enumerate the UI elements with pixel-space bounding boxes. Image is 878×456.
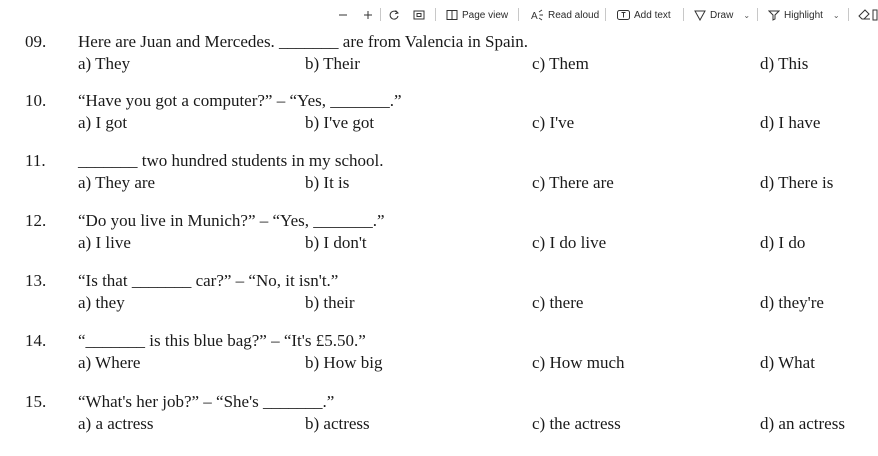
erase-button[interactable] [856, 6, 872, 24]
option-c: c) the actress [532, 414, 621, 433]
option-b: b) their [305, 293, 355, 312]
option-d: d) This [760, 54, 809, 73]
option-d: d) they're [760, 293, 824, 312]
option-a: a) I got [78, 113, 128, 132]
read-aloud-icon [531, 9, 544, 21]
option-a: a) a actress [78, 414, 154, 433]
question-number: 15. [25, 392, 47, 411]
option-a: a) I live [78, 233, 131, 252]
option-a: a) Where [78, 353, 141, 372]
fit-page-button[interactable] [411, 6, 427, 24]
toolbar-divider [605, 8, 606, 21]
highlight-icon [768, 9, 780, 21]
document-page [0, 30, 878, 456]
option-d: d) I have [760, 113, 821, 132]
question-stem: “_______ is this blue bag?” – “It's £5.50.” [78, 331, 366, 350]
chevron-down-icon[interactable]: ⌄ [743, 10, 751, 20]
option-a: a) They [78, 54, 131, 73]
draw-label: Draw [710, 9, 734, 21]
option-b: b) actress [305, 414, 370, 433]
question-number: 11. [25, 151, 46, 170]
option-c: c) there [532, 293, 584, 312]
question-stem: “Have you got a computer?” – “Yes, _______.” [78, 91, 402, 110]
option-d: d) There is [760, 173, 834, 192]
plus-icon [363, 10, 373, 20]
rotate-icon [388, 9, 400, 21]
question-stem: _______ two hundred students in my school. [78, 151, 384, 170]
toolbar-divider [518, 8, 519, 21]
read-aloud-label: Read aloud [548, 9, 600, 21]
option-c: c) There are [532, 173, 614, 192]
question-stem: “Is that _______ car?” – “No, it isn't.” [78, 271, 339, 290]
fit-page-icon [413, 9, 425, 21]
question-stem: “What's her job?” – “She's _______.” [78, 392, 335, 411]
toolbar-divider [757, 8, 758, 21]
chevron-down-icon[interactable]: ⌄ [832, 10, 840, 20]
pdf-toolbar [0, 0, 878, 30]
page-view-label: Page view [462, 9, 509, 21]
question-number: 12. [25, 211, 47, 230]
draw-button[interactable] [694, 6, 750, 24]
option-b: b) It is [305, 173, 350, 192]
question-number: 09. [25, 32, 47, 51]
zoom-out-button[interactable] [335, 6, 351, 24]
option-c: c) I do live [532, 233, 607, 252]
option-d: d) an actress [760, 414, 845, 433]
option-b: b) I've got [305, 113, 375, 132]
option-b: b) I don't [305, 233, 367, 252]
option-b: b) How big [305, 353, 383, 372]
overflow-icon [872, 9, 878, 21]
more-tools-edge[interactable] [872, 6, 878, 24]
question-stem: Here are Juan and Mercedes. _______ are from Valencia in Spain. [78, 32, 529, 51]
zoom-in-button[interactable] [360, 6, 376, 24]
option-c: c) Them [532, 54, 589, 73]
option-d: d) I do [760, 233, 806, 252]
page-view-icon [446, 9, 458, 21]
question-number: 13. [25, 271, 47, 290]
toolbar-divider [380, 8, 381, 21]
eraser-icon [858, 9, 871, 21]
toolbar-divider [848, 8, 849, 21]
add-text-button[interactable] [617, 6, 671, 24]
option-c: c) How much [532, 353, 625, 372]
option-d: d) What [760, 353, 815, 372]
draw-icon [694, 9, 706, 21]
svg-text:A: A [531, 11, 538, 21]
question-stem: “Do you live in Munich?” – “Yes, _______.” [78, 211, 385, 230]
add-text-icon [617, 9, 630, 21]
read-aloud-button[interactable] [531, 6, 599, 24]
question-number: 10. [25, 91, 47, 110]
highlight-button[interactable] [768, 6, 840, 24]
highlight-label: Highlight [784, 9, 823, 21]
question-number: 14. [25, 331, 47, 350]
toolbar-divider [435, 8, 436, 21]
option-b: b) Their [305, 54, 360, 73]
option-a: a) They are [78, 173, 156, 192]
option-c: c) I've [532, 113, 575, 132]
option-a: a) they [78, 293, 125, 312]
rotate-button[interactable] [386, 6, 402, 24]
page-view-button[interactable] [446, 6, 508, 24]
minus-icon [338, 10, 348, 20]
toolbar-divider [683, 8, 684, 21]
add-text-label: Add text [634, 9, 671, 21]
